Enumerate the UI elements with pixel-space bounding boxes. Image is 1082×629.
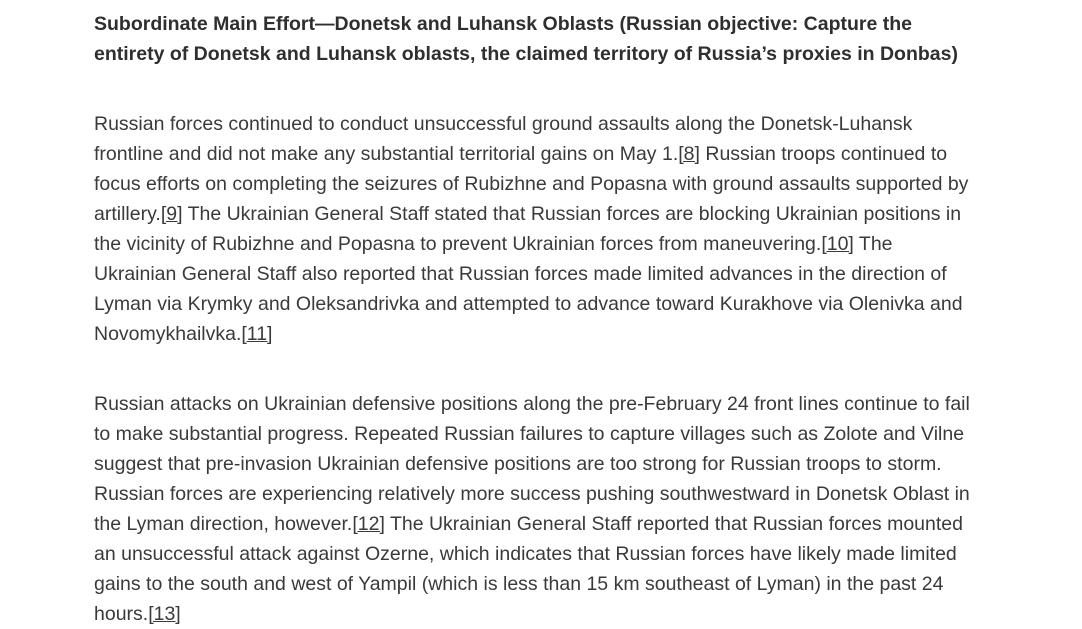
text-line: Ukrainian General Staff also reported that Russian forces made limited advances in the direction of — [94, 263, 947, 285]
text-segment: the vicinity of Rubizhne and Popasna to prevent Ukrainian forces from maneuvering. — [94, 233, 822, 255]
heading-line: Subordinate Main Effort—Donetsk and Luhansk Oblasts (Russian objective: Capture the — [94, 13, 913, 35]
text-segment: The — [853, 233, 893, 255]
text-line: Lyman via Krymky and Oleksandrivka and attempted to advance toward Kurakhove via Olenivka and — [94, 293, 963, 315]
text-line: to make substantial progress. Repeated Russian failures to capture villages such as Zolote and Vilne — [94, 423, 965, 445]
section-heading — [94, 9, 994, 69]
text-line: focus efforts on completing the seizures of Rubizhne and Popasna with ground assaults supported by — [94, 173, 969, 195]
text-segment: The Ukrainian General Staff reported that Russian forces mounted — [384, 513, 963, 535]
footnote-link-11[interactable]: [11] — [241, 323, 273, 345]
text-line: gains to the south and west of Yampil (which is less than 15 km southeast of Lyman) in the past 24 — [94, 573, 944, 595]
text-segment: Russian troops continued to — [699, 143, 948, 165]
footnote-link-12[interactable]: [12] — [352, 513, 385, 535]
text-line — [94, 139, 994, 169]
text-segment: hours. — [94, 603, 149, 625]
text-line: Russian forces continued to conduct unsuccessful ground assaults along the Donetsk-Luhansk — [94, 113, 913, 135]
paragraph-donetsk-luhansk-frontline — [94, 109, 994, 349]
text-segment: artillery. — [94, 203, 161, 225]
footnote-link-9[interactable]: [9] — [160, 203, 183, 225]
footnote-link-8[interactable]: [8] — [678, 143, 700, 165]
text-line — [94, 229, 994, 259]
text-line — [94, 319, 994, 349]
footnote-link-13[interactable]: [13] — [148, 603, 181, 625]
paragraph-pre-february-front-lines — [94, 389, 994, 629]
footnote-link-10[interactable]: [10] — [821, 233, 854, 255]
text-segment: frontline and did not make any substantial territorial gains on May 1. — [94, 143, 679, 165]
text-line: Russian forces are experiencing relatively more success pushing southwestward in Donetsk Oblast in — [94, 483, 970, 505]
text-line: an unsuccessful attack against Ozerne, which indicates that Russian forces have likely made limited — [94, 543, 957, 565]
text-line — [94, 509, 994, 539]
text-line — [94, 199, 994, 229]
text-segment: the Lyman direction, however. — [94, 513, 353, 535]
text-line — [94, 599, 994, 629]
text-segment: The Ukrainian General Staff stated that Russian forces are blocking Ukrainian positions in — [182, 203, 962, 225]
heading-line: entirety of Donetsk and Luhansk oblasts, the claimed territory of Russia’s proxies in Donbas) — [94, 43, 958, 65]
text-line: Russian attacks on Ukrainian defensive positions along the pre-February 24 front lines continue to fail — [94, 393, 970, 415]
text-segment: Novomykhailvka. — [94, 323, 242, 345]
article-body — [94, 9, 994, 629]
text-line: suggest that pre-invasion Ukrainian defensive positions are too strong for Russian troops to storm. — [94, 453, 942, 475]
